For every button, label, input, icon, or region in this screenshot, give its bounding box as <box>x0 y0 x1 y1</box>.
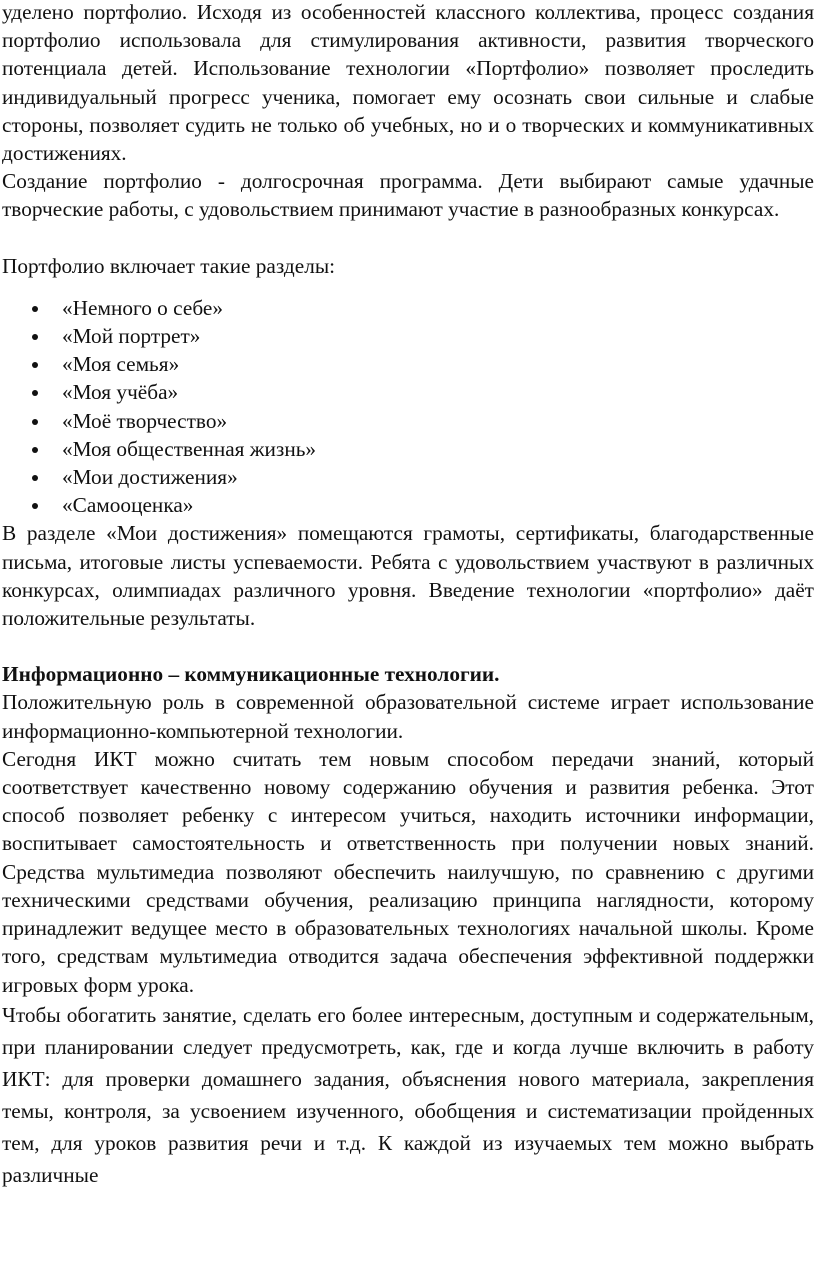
list-item-label: «Моя семья» <box>62 352 180 377</box>
list-item <box>2 435 814 463</box>
paragraph-program: Создание портфолио - долгосрочная программа. Дети выбирают самые удачные творческие работы, с удовольствием принимают участие в разнообразных конкурсах. <box>2 169 814 222</box>
list-item-label: «Мои достижения» <box>62 465 238 490</box>
paragraph-ict-3: Чтобы обогатить занятие, сделать его более интересным, доступным и содержательным, при планировании следует предусмотреть, как, где и когда лучше включить в работу ИКТ: для проверки домашнего задания, объяснения нового материала, закрепления темы, контроля, за усвоением изученного, обобщения и систематизации пройденных тем, для уроков развития речи и т.д. К каждой из изучаемых тем можно выбрать различные <box>2 1002 814 1187</box>
list-item <box>2 350 814 378</box>
sections-list <box>2 294 814 520</box>
bullet-icon <box>32 447 38 453</box>
bullet-icon <box>32 306 38 312</box>
list-item-label: «Мой портрет» <box>62 324 201 349</box>
paragraph-achievements: В разделе «Мои достижения» помещаются грамоты, сертификаты, благодарственные письма, итоговые листы успеваемости. Ребята с удовольствием участвуют в различных конкурсах, олимпиадах различного уровня. Введение технологии «портфолио» даёт положительные результаты. <box>2 521 814 631</box>
list-item-label: «Моё творчество» <box>62 408 228 433</box>
paragraph-sections-intro: Портфолио включает такие разделы: <box>2 253 336 278</box>
list-item <box>2 378 814 406</box>
paragraph-ict-1: Положительную роль в современной образовательной системе играет использование информационно-компьютерной технологии. <box>2 690 814 743</box>
bullet-icon <box>32 362 38 368</box>
blank-line <box>2 224 814 252</box>
paragraph-ict-2: Сегодня ИКТ можно считать тем новым способом передачи знаний, который соответствует качественно новому содержанию обучения и развития ребенка. Этот способ позволяет ребенку с интересом учиться, находить источники информации, воспитывает самостоятельность и ответственность при получении новых знаний. Средства мультимедиа позволяют обеспечить наилучшую, по сравнению с другими техническими средствами обучения, реализацию принципа наглядности, которому принадлежит ведущее место в образовательных технологиях начальной школы. Кроме того, средствам мультимедиа отводится задача обеспечения эффективной поддержки игровых форм урока. <box>2 746 814 997</box>
paragraph-intro: уделено портфолио. Исходя из особенностей классного коллектива, процесс создания портфолио использовала для стимулирования активности, развития творческого потенциала детей. Использование технологии «Портфолио» позволяет проследить индивидуальный прогресс ученика, помогает ему осознать свои сильные и слабые стороны, позволяет судить не только об учебных, но и о творческих и коммуникативных достижениях. <box>2 0 814 166</box>
list-item <box>2 463 814 491</box>
bullet-icon <box>32 475 38 481</box>
list-item-label: «Немного о себе» <box>62 295 223 320</box>
bullet-icon <box>32 390 38 396</box>
section-heading-ict: Информационно – коммуникационные технологии. <box>2 662 500 687</box>
bullet-icon <box>32 503 38 509</box>
list-item <box>2 491 814 519</box>
list-item-label: «Самооценка» <box>62 493 194 518</box>
bullet-icon <box>32 419 38 425</box>
list-item <box>2 407 814 435</box>
list-item <box>2 294 814 322</box>
blank-line <box>2 632 814 660</box>
list-item <box>2 322 814 350</box>
list-item-label: «Моя общественная жизнь» <box>62 436 317 461</box>
bullet-icon <box>32 334 38 340</box>
list-item-label: «Моя учёба» <box>62 380 179 405</box>
